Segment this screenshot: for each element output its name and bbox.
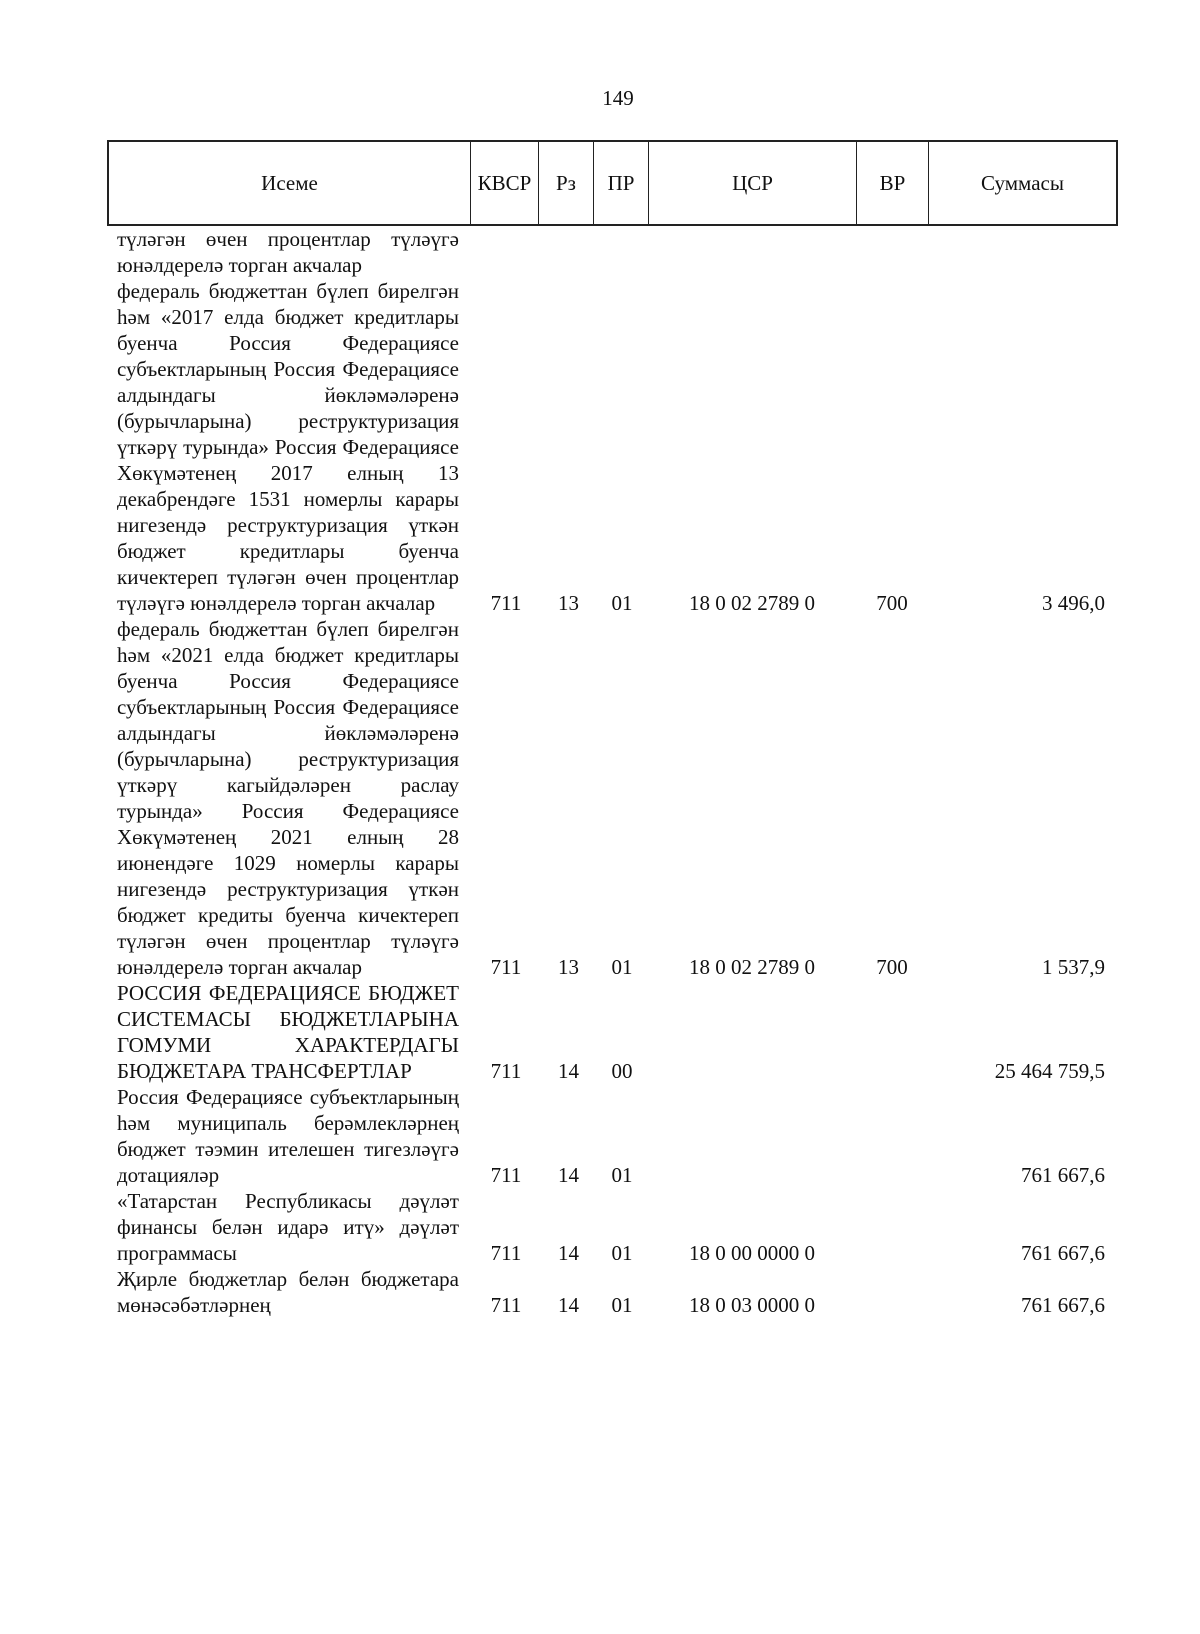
row-csr: 18 0 00 0000 0 xyxy=(689,1241,815,1265)
row-sum: 3 496,0 xyxy=(1042,591,1105,615)
row-sum: 1 537,9 xyxy=(1042,955,1105,979)
header-pr: ПР xyxy=(594,142,649,224)
row-kvsr: 711 xyxy=(490,591,522,615)
row-csr: 18 0 02 2789 0 xyxy=(689,955,815,979)
table-row xyxy=(117,616,1118,980)
table-header xyxy=(107,140,1118,226)
row-pr: 01 xyxy=(611,955,633,979)
row-rz: 13 xyxy=(558,591,579,615)
row-rz: 14 xyxy=(558,1059,579,1083)
row-kvsr: 711 xyxy=(490,1293,522,1317)
table-row xyxy=(117,980,1118,1084)
header-csr: ЦСР xyxy=(649,142,857,224)
header-kvsr: КВСР xyxy=(471,142,539,224)
row-rz: 14 xyxy=(558,1241,579,1265)
row-sum: 761 667,6 xyxy=(1021,1293,1105,1317)
table-row xyxy=(117,1188,1118,1266)
row-rz: 14 xyxy=(558,1163,579,1187)
row-name: Россия Федерациясе субъектларының һәм муниципаль берәмлекләрнең бюджет тәэмин ителешен тигезләүгә дотацияләр xyxy=(117,1085,459,1187)
table-body xyxy=(117,226,1118,1318)
row-kvsr: 711 xyxy=(490,1163,522,1187)
row-kvsr: 711 xyxy=(490,955,522,979)
row-name: Җирле бюджетлар белән бюджетара мөнәсәбәтләрнең xyxy=(117,1267,459,1317)
row-sum: 761 667,6 xyxy=(1021,1163,1105,1187)
row-kvsr: 711 xyxy=(490,1241,522,1265)
row-sum: 761 667,6 xyxy=(1021,1241,1105,1265)
table-row xyxy=(117,1266,1118,1318)
header-sum: Суммасы xyxy=(981,170,1064,195)
row-csr: 18 0 03 0000 0 xyxy=(689,1293,815,1317)
row-name: федераль бюджеттан бүлеп бирелгән һәм «2017 елда бюджет кредитлары буенча Россия Федерациясе субъектларының Россия Федерациясе алдындагы йөкләмәләренә (бурычларына) реструктуризация үткәрү турында» Россия Федерациясе Хөкүмәтенең 2017 елның 13 декабрендәге 1531 номерлы карары нигезендә реструктуризация үткән бюджет кредитлары буенча кичектереп түләгән өчен процентлар түләүгә юнәлдерелә торган акчалар xyxy=(117,279,459,615)
row-vr: 700 xyxy=(876,591,908,615)
table-row xyxy=(117,226,1118,278)
row-name: федераль бюджеттан бүлеп бирелгән һәм «2021 елда бюджет кредитлары буенча Россия Федерациясе субъектларының Россия Федерациясе алдындагы йөкләмәләренә (бурычларына) реструктуризация үткәрү кагыйдәләрен раслау турында» Россия Федерациясе Хөкүмәтенең 2021 елның 28 июнендәге 1029 номерлы карары нигезендә реструктуризация үткән бюджет кредиты буенча кичектереп түләгән өчен процентлар түләүгә юнәлдерелә торган акчалар xyxy=(117,617,459,979)
row-sum: 25 464 759,5 xyxy=(994,1059,1105,1083)
table-row xyxy=(117,278,1118,616)
row-pr: 01 xyxy=(611,1163,633,1187)
row-kvsr: 711 xyxy=(490,1059,522,1083)
row-vr: 700 xyxy=(876,955,908,979)
row-rz: 13 xyxy=(558,955,579,979)
header-name: Исеме xyxy=(109,142,471,224)
row-pr: 01 xyxy=(611,1241,633,1265)
row-name: «Татарстан Республикасы дәүләт финансы белән идарә итү» дәүләт программасы xyxy=(117,1189,459,1265)
page-number: 149 xyxy=(602,86,634,110)
row-pr: 01 xyxy=(611,591,633,615)
table-row xyxy=(117,1084,1118,1188)
row-pr: 00 xyxy=(611,1059,633,1083)
header-rz: Рз xyxy=(539,142,594,224)
row-name: РОССИЯ ФЕДЕРАЦИЯСЕ БЮДЖЕТ СИСТЕМАСЫ БЮДЖЕТЛАРЫНА ГОМУМИ ХАРАКТЕРДАГЫ БЮДЖЕТАРА ТРАНСФЕРТЛАР xyxy=(117,981,459,1083)
row-pr: 01 xyxy=(611,1293,633,1317)
row-name: түләгән өчен процентлар түләүгә юнәлдерелә торган акчалар xyxy=(117,227,459,277)
row-csr: 18 0 02 2789 0 xyxy=(689,591,815,615)
header-vr: ВР xyxy=(857,142,929,224)
row-rz: 14 xyxy=(558,1293,579,1317)
